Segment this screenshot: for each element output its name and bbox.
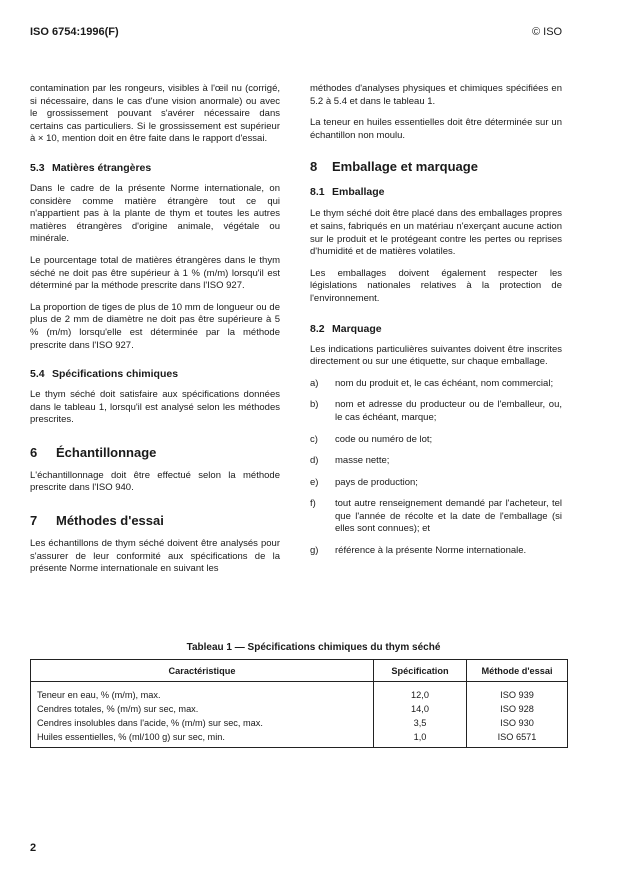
table-row	[31, 702, 567, 716]
column-header: Caractéristique	[31, 660, 374, 682]
section-heading-7: 7 Méthodes d'essai	[30, 513, 164, 529]
list-item: b) nom et adresse du producteur ou de l'emballeur, ou, le cas échéant, marque;	[310, 399, 562, 423]
table-cell: ISO 928	[467, 702, 568, 716]
table-row	[31, 716, 567, 730]
table-cell: 12,0	[374, 682, 467, 703]
paragraph: Les emballages doivent également respecter les législations nationales relatives à la protection de l'environnement.	[310, 267, 562, 304]
section-heading-5-3: 5.3 Matières étrangères	[30, 161, 152, 174]
table-cell: 14,0	[374, 702, 467, 716]
paragraph: La proportion de tiges de plus de 10 mm de longueur ou de plus de 2 mm de diamètre ne doit pas être supérieure à 5 % (m/m) lorsqu'elle est déterminée par la méthode prescrite dans l'ISO 927.	[30, 301, 280, 351]
table-row	[31, 682, 567, 703]
spec-table	[30, 659, 568, 748]
table-row	[31, 730, 567, 747]
list-item: f) tout autre renseignement demandé par l'acheteur, tel que l'année de récolte et la date de l'emballage (si elles sont connues); et	[310, 498, 562, 535]
table-cell: Huiles essentielles, % (ml/100 g) sur sec, min.	[37, 732, 225, 742]
paragraph: méthodes d'analyses physiques et chimiques spécifiées en 5.2 à 5.4 et dans le tableau 1.	[310, 83, 562, 107]
right-column	[310, 83, 562, 558]
paragraph: Dans le cadre de la présente Norme internationale, on considère comme matière étrangère tout ce qui n'appartient pas à la plante de thym et toutes les autres matières étrangères d'origine animale, végétale ou minérale.	[30, 182, 280, 245]
list-item: g) référence à la présente Norme internationale.	[310, 545, 527, 557]
section-heading-8: 8 Emballage et marquage	[310, 159, 478, 175]
table-cell: Cendres insolubles dans l'acide, % (m/m) sur sec, max.	[37, 718, 263, 728]
table-cell: 1,0	[374, 730, 467, 747]
page-number: 2	[30, 842, 37, 854]
marking-list	[310, 378, 562, 558]
paragraph: L'échantillonnage doit être effectué selon la méthode prescrite dans l'ISO 940.	[30, 469, 280, 494]
left-column	[30, 83, 280, 576]
paragraph: La teneur en huiles essentielles doit être déterminée sur un échantillon non moulu.	[310, 117, 562, 141]
list-item: d) masse nette;	[310, 455, 390, 467]
section-heading-6: 6 Échantillonnage	[30, 444, 157, 460]
table-cell: Teneur en eau, % (m/m), max.	[37, 690, 161, 700]
list-item: e) pays de production;	[310, 476, 418, 488]
list-item: a) nom du produit et, le cas échéant, nom commercial;	[310, 377, 554, 389]
table-cell: ISO 939	[467, 682, 568, 703]
copyright-mark: © ISO	[532, 26, 563, 38]
table-header-row	[31, 660, 567, 682]
list-item: c) code ou numéro de lot;	[310, 433, 433, 445]
paragraph: contamination par les rongeurs, visibles à l'œil nu (corrigé, si nécessaire, dans le cas d'une vision anormale) ou avec le grossissement pouvant s'avérer nécessaire dans certains cas particuliers. Si le grossissement est supérieur à × 10, mention doit en être faite dans le rapport d'essai.	[30, 83, 280, 145]
table-cell: Cendres totales, % (m/m) sur sec, max.	[37, 704, 199, 714]
section-heading-8-2: 8.2 Marquage	[310, 322, 382, 335]
table-cell: 3,5	[374, 716, 467, 730]
table-cell: ISO 6571	[467, 730, 568, 747]
table-cell: ISO 930	[467, 716, 568, 730]
paragraph: Le thym séché doit satisfaire aux spécifications données dans le tableau 1, lorsqu'il est analysé selon les méthodes prescrites.	[30, 389, 280, 426]
paragraph: Le thym séché doit être placé dans des emballages propres et sains, fabriqués en un matériau n'exerçant aucune action sur le produit et le protégeant contre les pertes ou reprises d'humidité et de matières volatiles.	[310, 208, 562, 258]
paragraph: Le pourcentage total de matières étrangères dans le thym séché ne doit pas être supérieur à 1 % (m/m) lorsqu'il est déterminé par la méthode prescrite dans l'ISO 927.	[30, 254, 280, 292]
section-heading-8-1: 8.1 Emballage	[310, 186, 385, 199]
table-caption: Tableau 1 — Spécifications chimiques du thym séché	[186, 642, 441, 653]
paragraph: Les échantillons de thym séché doivent être analysés pour s'assurer de leur conformité aux spécifications de la présente Norme internationale en suivant les	[30, 538, 280, 575]
section-heading-5-4: 5.4 Spécifications chimiques	[30, 368, 179, 381]
column-header: Spécification	[374, 660, 467, 682]
paragraph: Les indications particulières suivantes doivent être inscrites directement ou sur une étiquette, sur chaque emballage.	[310, 343, 562, 368]
column-header: Méthode d'essai	[467, 660, 568, 682]
document-id: ISO 6754:1996(F)	[30, 26, 119, 38]
